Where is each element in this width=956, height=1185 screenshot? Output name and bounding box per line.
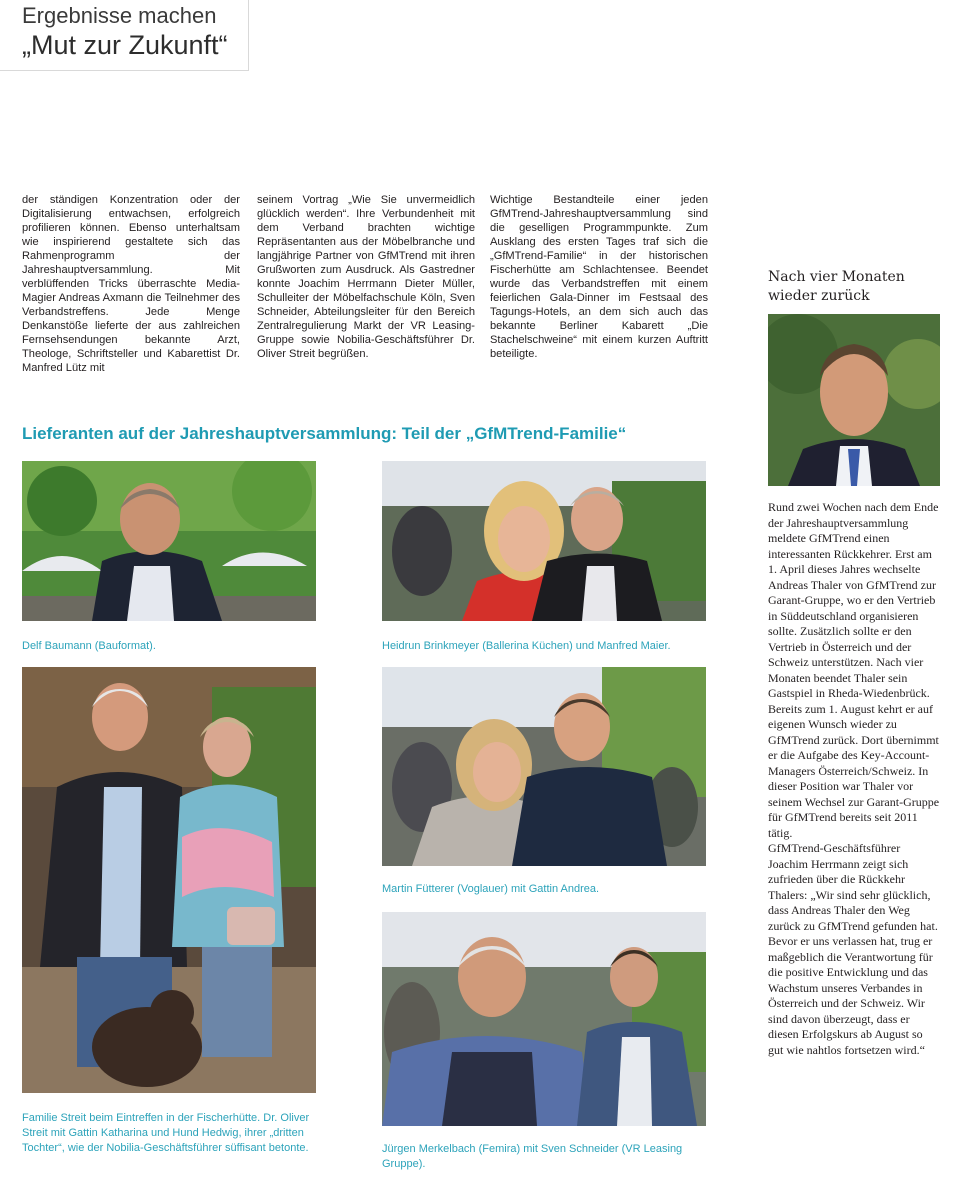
article-column-2: seinem Vortrag „Wie Sie unvermeidlich glücklich werden“. Ihre Verbundenheit mit dem Verband brachten wichtige Repräsentanten aus der Möbelbranche und langjährige Partner von GfMTrend mit ihren Grußworten zum Ausdruck. Als Gastredner konnte Joachim Herrmann Dieter Müller, Schulleiter der Möbelfachschule Köln, Sven Schneider, Abteilungsleiter für den Bereich Zentralregulierung Markt der VR Leasing-Gruppe sowie Nobilia-Geschäftsführer Dr. Oliver Streit begrüßen. [257, 194, 475, 360]
caption-photo-5: Jürgen Merkelbach (Femira) mit Sven Schneider (VR Leasing Gruppe). [382, 1143, 683, 1170]
sidebar-title: Nach vier Monaten wieder zurück [768, 269, 905, 304]
caption-photo-1: Delf Baumann (Bauformat). [22, 640, 156, 652]
page-title: „Mut zur Zukunft“ [22, 30, 228, 60]
page-kicker: Ergebnisse machen [22, 3, 217, 28]
photo-delf-baumann [22, 461, 316, 621]
photo-andreas-thaler [768, 314, 940, 486]
article-column-1: der ständigen Konzentration oder der Digitalisierung entwachsen, erfolgreich profilieren können. Ebenso unterhaltsam wie inspirierend gestaltete sich das Rahmenprogramm der Jahreshauptversammlung. Mit verblüffenden Tricks überraschte Media-Magier Andreas Axmann die Teilnehmer des Verbandstreffens. Jede Menge Denkanstöße lieferte der aus zahlreichen Fernsehsendungen bekannte Arzt, Theologe, Schriftsteller und Kabarettist Dr. Manfred Lütz mit [22, 194, 240, 374]
header-box [0, 0, 249, 71]
caption-photo-2: Heidrun Brinkmeyer (Ballerina Küchen) und Manfred Maier. [382, 640, 671, 652]
article-column-3: Wichtige Bestandteile einer jeden GfMTrend-Jahreshauptversammlung sind die geselligen Programmpunkte. Zum Ausklang des ersten Tages traf sich die „GfMTrend-Familie“ in der historischen Fischerhütte am Schlachtensee. Beendet wurde das Verbandstreffen mit einem feierlichen Gala-Dinner im Festsaal des Tagungs-Hotels, an dem sich auch das bekannte Berliner Kabarett „Die Stachelschweine“ mit einem kurzen Auftritt beteiligte. [490, 194, 708, 360]
photo-fuetterer [382, 667, 706, 866]
photo-brinkmeyer-maier [382, 461, 706, 621]
sidebar-text: Rund zwei Wochen nach dem Ende der Jahreshauptversammlung meldete GfMTrend einen interessanten Rückkehrer. Erst am 1. April dieses Jahres wechselte Andreas Thaler von GfMTrend zur Garant-Gruppe, wo er den Vertrieb in Süddeutschland organisieren sollte. Zusätzlich sollte er den Vertrieb in Österreich und der Schweiz unterstützen. Nach vier Monaten beendet Thaler sein Gastspiel in Rheda-Wiedenbrück. Bereits zum 1. August kehrt er auf eigenen Wunsch wieder zu GfMTrend zurück. Dort übernimmt er die Aufgabe des Key-Account-Managers Österreich/Schweiz. In dieser Position war Thaler vor seinem Wechsel zur Garant-Gruppe für GfMTrend bereits seit 2011 tätig. GfMTrend-Geschäftsführer Joachim Herrmann zeigt sich zufrieden über die Rückkehr Thalers: „Wir sind sehr glücklich, dass Andreas Thaler den Weg zurück zu GfMTrend gefunden hat. Bevor er uns verlassen hat, trug er maßgeblich die Verantwortung für die positive Entwicklung und das Wachstum unseres Verbandes in Österreich und der Schweiz. Wir sind davon überzeugt, dass er diesen Erfolgskurs ab August so gut wie nahtlos fortsetzen wird.“ [768, 500, 940, 1057]
caption-photo-3: Familie Streit beim Eintreffen in der Fischerhütte. Dr. Oliver Streit mit Gattin Katharina und Hund Hedwig, ihrer „dritten Tochter“, wie der Nobilia-Geschäftsführer süffisant betonte. [22, 1112, 310, 1154]
photo-merkelbach-schneider [382, 912, 706, 1126]
gallery-heading: Lieferanten auf der Jahreshauptversammlung: Teil der „GfMTrend-Familie“ [22, 424, 627, 443]
caption-photo-4: Martin Fütterer (Voglauer) mit Gattin Andrea. [382, 883, 600, 895]
photo-familie-streit [22, 667, 316, 1093]
